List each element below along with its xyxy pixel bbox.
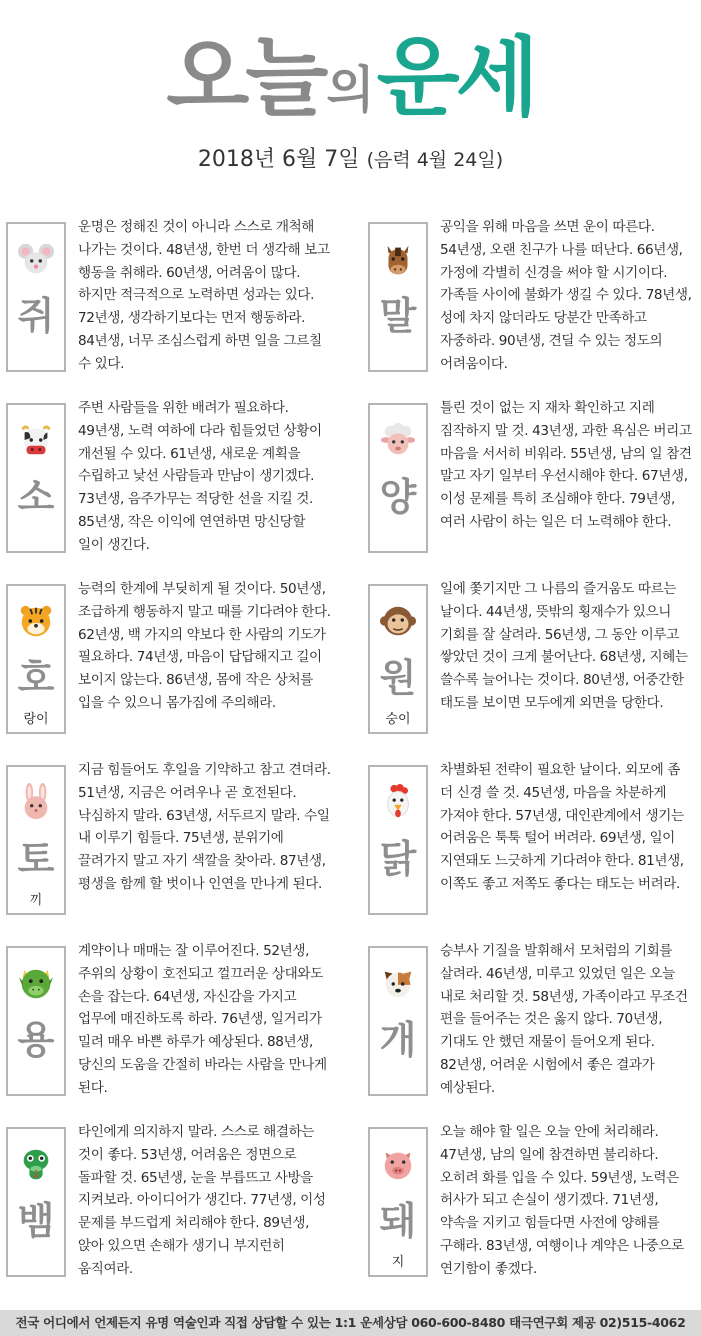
fortune-text: 능력의 한계에 부딪히게 될 것이다. 50년생, 조급하게 행동하지 말고 때를 기다려야 한다. 62년생, 백 가지의 약보다 한 사람의 기도가 필요하다. 74년생, 마음이 답답해지고 길이 보이지 않는다. 86년생, 몸에 작은 상처를 입을 수 있으니 몸가짐에 주의해라. — [78, 581, 331, 711]
zodiac-name: 뱀 — [17, 1198, 55, 1243]
fortune-text: 공익을 위해 마음을 쓰면 운이 따른다. 54년생, 오랜 친구가 나를 떠난다. 66년생, 가정에 각별히 신경을 써야 할 시기이다. 가족들 사이에 불화가 생길 수 있다. 78년생, 성에 차지 않더라도 당분간 만족하고 자중하라. 90년생, 견딜 수 있는 정도의 어려움이다. — [440, 219, 692, 372]
zodiac-name: 돼 — [379, 1198, 417, 1243]
snake-icon — [17, 1145, 55, 1183]
zodiac-name: 닭 — [379, 836, 417, 881]
lunar-date: (음력 4월 24일) — [366, 149, 504, 171]
horse-icon — [379, 240, 417, 278]
zodiac-name: 용 — [17, 1017, 55, 1062]
zodiac-name-suffix: 지 — [391, 1255, 405, 1270]
zodiac-card — [368, 765, 428, 915]
fortune-rabbit — [0, 755, 336, 920]
footer-bar: 전국 어디에서 언제든지 유명 역술인과 직접 상담할 수 있는 1:1 운세상담 060-600-8480 태극연구회 제공 02)515-4062 — [0, 1310, 701, 1336]
zodiac-card — [368, 584, 428, 734]
zodiac-card — [6, 222, 66, 372]
fortune-rooster — [362, 755, 698, 920]
zodiac-name-suffix: 끼 — [29, 893, 43, 908]
fortune-cow — [0, 393, 336, 558]
fortune-text: 차별화된 전략이 필요한 날이다. 외모에 좀 더 신경 쓸 것. 45년생, 마음을 차분하게 가져야 한다. 57년생, 대인관계에서 생기는 어려움은 툭툭 털어 버려라. 69년생, 일이 지연돼도 느긋하게 기다려야 한다. 81년생, 이쪽도 좋고 저쪽도 좋다는 태도는 버려라. — [440, 762, 684, 892]
zodiac-card — [368, 1127, 428, 1277]
title-fortune: 운세 — [376, 28, 535, 128]
rooster-icon — [379, 783, 417, 821]
zodiac-name: 말 — [379, 293, 417, 338]
fortune-text: 승부사 기질을 발휘해서 모처럼의 기회를 살려라. 46년생, 미루고 있었던 일은 오늘 내로 처리할 것. 58년생, 가족이라고 무조건 편을 들어주는 것은 옳지 않다. 70년생, 기대도 안 했던 재물이 들어오게 된다. 82년생, 어려운 시험에서 좋은 결과가 예상된다. — [440, 943, 688, 1096]
dragon-icon — [17, 964, 55, 1002]
solar-date: 2018년 6월 7일 — [197, 147, 360, 172]
fortune-dragon — [0, 936, 336, 1101]
zodiac-name: 원 — [379, 655, 417, 700]
fortune-text: 타인에게 의지하지 말라. 스스로 해결하는 것이 좋다. 53년생, 어려움은 정면으로 돌파할 것. 65년생, 눈을 부릅뜨고 사방을 지켜보라. 아이디어가 생긴다. 77년생, 이성 문제를 부드럽게 처리해야 한다. 89년생, 앉아 있으면 손해가 생기니 부지런히 움직여라. — [78, 1124, 326, 1277]
zodiac-name: 호 — [17, 655, 55, 700]
fortune-text: 틀린 것이 없는 지 재차 확인하고 지레 짐작하지 말 것. 43년생, 과한 욕심은 버리고 마음을 서서히 비워라. 55년생, 남의 일 참견 말고 자기 일부터 우선시해야 한다. 67년생, 이성 문제를 특히 조심해야 한다. 79년생, 여러 사람이 하는 일은 더 노력해야 한다. — [440, 400, 692, 530]
fortune-text: 일에 쫓기지만 그 나름의 즐거움도 따르는 날이다. 44년생, 뜻밖의 횡재수가 있으니 기회를 잘 살려라. 56년생, 그 동안 이루고 쌓았던 것이 크게 불어난다. 68년생, 지혜는 쓸수록 늘어나는 것이다. 80년생, 어중간한 태도를 보이면 모두에게 외면을 당한다. — [440, 581, 688, 711]
tiger-icon — [17, 602, 55, 640]
fortune-text: 계약이나 매매는 잘 이루어진다. 52년생, 주위의 상황이 호전되고 껄끄러운 상대와도 손을 잡는다. 64년생, 자신감을 가지고 업무에 매진하도록 하라. 76년생, 일거리가 밀려 매우 바쁜 하루가 예상된다. 88년생, 당신의 도움을 간절히 바라는 사람을 만나게 된다. — [78, 943, 327, 1096]
fortune-text: 지금 힘들어도 후일을 기약하고 참고 견뎌라. 51년생, 지금은 어려우나 곧 호전된다. 낙심하지 말라. 63년생, 서두르지 말라. 수일 내 이루기 힘들다. 75년생, 분위기에 끌려가지 말고 자기 색깔을 찾아라. 87년생, 평생을 함께 할 벗이나 인연을 만나게 된다. — [78, 762, 331, 892]
fortune-snake — [0, 1117, 336, 1282]
zodiac-card — [368, 222, 428, 372]
zodiac-card — [368, 946, 428, 1096]
rabbit-icon — [17, 783, 55, 821]
zodiac-name: 개 — [379, 1017, 417, 1062]
dog-icon — [379, 964, 417, 1002]
zodiac-card — [6, 403, 66, 553]
zodiac-name-suffix: 숭이 — [385, 712, 411, 727]
zodiac-name: 쥐 — [17, 293, 55, 338]
zodiac-name: 소 — [17, 474, 55, 519]
fortune-text: 오늘 해야 할 일은 오늘 안에 처리해라. 47년생, 남의 일에 참견하면 불리하다. 오히려 화를 입을 수 있다. 59년생, 노력은 허사가 되고 손실이 생기겠다. 71년생, 약속을 지키고 힘들다면 사전에 양해를 구해라. 83년생, 여행이나 계약은 나중으로 연기함이 좋겠다. — [440, 1124, 684, 1277]
zodiac-card — [6, 765, 66, 915]
zodiac-card — [6, 584, 66, 734]
sheep-icon — [379, 421, 417, 459]
fortune-text: 주변 사람들을 위한 배려가 필요하다. 49년생, 노력 여하에 다라 힘들었던 상황이 개선될 수 있다. 61년생, 새로운 계획을 수립하고 낯선 사람들과 만남이 생기겠다. 73년생, 음주가무는 적당한 선을 지킬 것. 85년생, 작은 이익에 연연하면 망신당할 일이 생긴다. — [78, 400, 322, 553]
fortune-mouse — [0, 212, 336, 377]
fortune-tiger — [0, 574, 336, 739]
pig-icon — [379, 1145, 417, 1183]
fortune-pig — [362, 1117, 698, 1282]
zodiac-card — [6, 1127, 66, 1277]
fortune-dog — [362, 936, 698, 1101]
fortune-sheep — [362, 393, 698, 558]
zodiac-card — [368, 403, 428, 553]
page-title — [0, 8, 701, 128]
fortune-monkey — [362, 574, 698, 739]
zodiac-name: 양 — [379, 474, 417, 519]
title-particle: 의 — [326, 61, 371, 119]
mouse-icon — [17, 240, 55, 278]
cow-icon — [17, 421, 55, 459]
date-line — [0, 142, 701, 173]
zodiac-name-suffix: 랑이 — [23, 712, 49, 727]
zodiac-card — [6, 946, 66, 1096]
fortune-text: 운명은 정해진 것이 아니라 스스로 개척해 나가는 것이다. 48년생, 한번 더 생각해 보고 행동을 취해라. 60년생, 어려움이 많다. 하지만 적극적으로 노력하면 성과는 있다. 72년생, 생각하기보다는 먼저 행동하라. 84년생, 너무 조심스럽게 하면 일을 그르칠 수 있다. — [78, 219, 330, 372]
fortune-horse — [362, 212, 698, 377]
zodiac-name: 토 — [17, 836, 55, 881]
monkey-icon — [379, 602, 417, 640]
title-today: 오늘 — [166, 28, 325, 128]
